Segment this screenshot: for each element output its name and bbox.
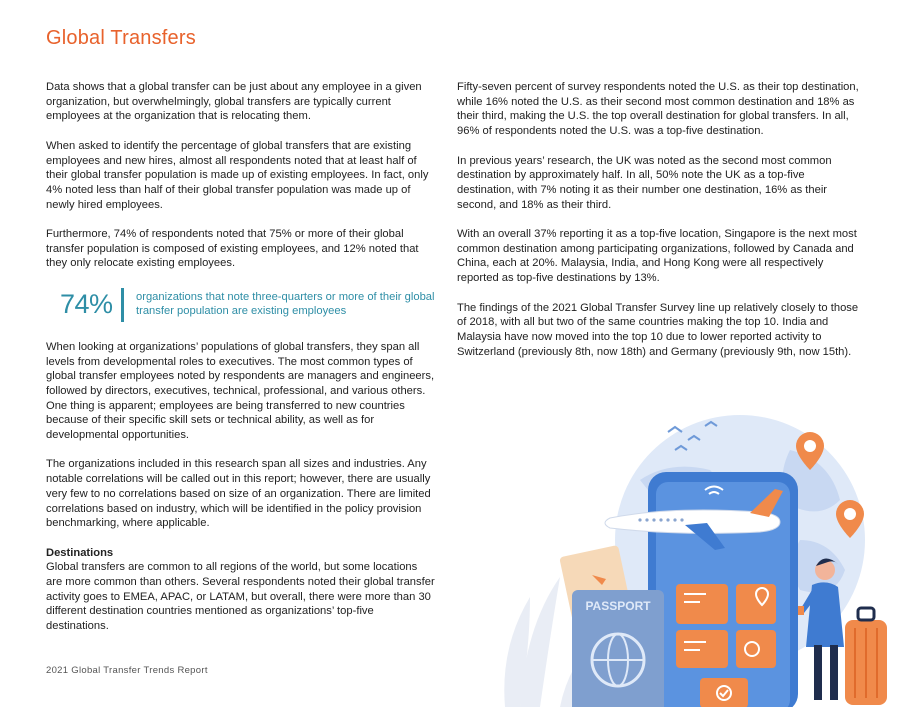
travel-illustration xyxy=(500,410,912,707)
callout-stat: 74% xyxy=(60,288,113,319)
passport-label: PASSPORT xyxy=(585,599,651,613)
page-title: Global Transfers xyxy=(46,27,196,49)
paragraph: With an overall 37% reporting it as a top-five location, Singapore is the next most common destination among participating organizations, followed by Canada and China, each at 20%. Malaysia, India, and Hong Kong were all respectively reported as top-five destinations by 13%. xyxy=(457,228,857,285)
paragraph: Furthermore, 74% of respondents noted that 75% or more of their global transfer population is composed of existing employees, and 12% noted that they only relocate existing employees. xyxy=(46,228,419,270)
section-subheading: Destinations xyxy=(46,546,114,559)
paragraph: In previous years’ research, the UK was noted as the second most common destination by approximately half. In all, 50% note the UK as a top-five destination, with 7% noting it as their number one destination, 16% as their second, and 18% as their third. xyxy=(457,154,832,211)
paragraph: Global transfers are common to all regions of the world, but some locations are more common than others. Several respondents noted their global transfer activity goes to EMEA, APAC, or LATAM, but overall, there were more than 30 different destination countries mentioned as organizations’ top-five destinations. xyxy=(46,561,435,633)
paragraph: Fifty-seven percent of survey respondents noted the U.S. as their top destination, while 16% noted the U.S. as their second most common destination and 18% as their third, making the U.S. the top overall destination for global transfers. In all, 96% of respondents noted the U.S. was a top-five destination. xyxy=(457,81,859,138)
left-column xyxy=(46,80,436,649)
paragraph: The organizations included in this research span all sizes and industries. Any notable correlations will be called out in this report; however, there are usually very few to no correlations based on size of an organization. There are limited correlations based on industry, which will be identified in the policy provision benchmarking, where applicable. xyxy=(46,458,431,530)
stat-callout xyxy=(46,286,436,326)
passport-icon xyxy=(572,590,664,707)
paragraph: The findings of the 2021 Global Transfer Survey line up relatively closely to those of 2018, with all but two of the same countries making the top 10. India and Malaysia have now moved into the top 10 due to lower reported activity to Switzerland (previously 8th, now 18th) and Germany (previously 9th, now 15th). xyxy=(457,301,859,358)
callout-text: organizations that note three-quarters or more of their global transfer population are existing employees xyxy=(136,290,435,317)
right-column xyxy=(457,80,862,374)
paragraph: Data shows that a global transfer can be just about any employee in a given organization, but overwhelmingly, global transfers are typically current employees at the organization that is relocating them. xyxy=(46,81,422,123)
paragraph: When looking at organizations’ populations of global transfers, they span all levels from developmental roles to executives. The most common types of global transfer employees noted by respondents are managers and engineers, followed by directors, executives, technical, professional, and various others. One thing is apparent; employees are being transferred to new countries because of their specific skill sets or technical ability, as well as for developmental opportunities. xyxy=(46,340,435,442)
paragraph: When asked to identify the percentage of global transfers that are existing employees and new hires, almost all respondents noted that at least half of their global transfer population is made up of existing employees. In fact, only 4% noted less than half of their global transfer population was made up of newly hired employees. xyxy=(46,139,429,211)
smartphone-icon xyxy=(648,472,798,707)
page-footer: 2021 Global Transfer Trends Report xyxy=(46,665,208,676)
callout-divider xyxy=(121,288,124,322)
suitcase-icon xyxy=(845,608,887,705)
